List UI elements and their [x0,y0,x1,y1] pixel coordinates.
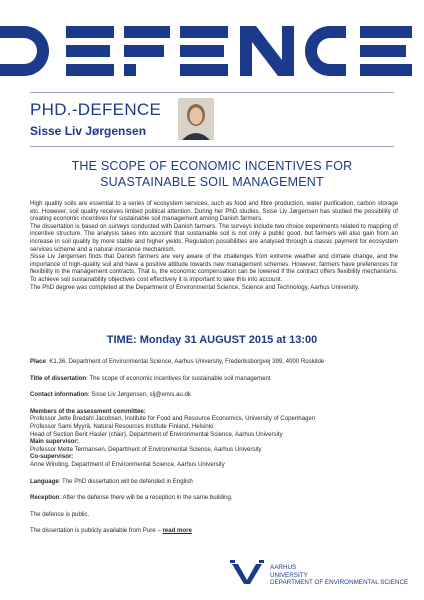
banner-letter-f-mid [124,45,164,57]
committee-member: Professor Jette Bredahl Jacobsen, Institute for Food and Resource Economics, University of Copenhagen [30,415,316,423]
banner-letter-f-stem [124,64,136,76]
place-label: Place [30,358,46,365]
place-line [30,358,394,366]
abstract-paragraph: The PhD degree was completed at the Department of Environmental Science, Science and Technology, Aarhus University. [30,283,360,291]
footer-line: AARHUS [270,564,297,571]
committee-block [30,408,394,469]
banner-letter-f-top [124,26,170,38]
contact-label: Contact information [30,391,88,399]
banner-letter-e-top [66,26,114,38]
banner-letter-e2-bottom [180,64,228,76]
banner-letter-n [240,26,294,76]
main-supervisor: Professor Mette Termansen, Department of Environmental Science, Aarhus University [30,445,262,453]
banner-letter-e3-top [360,26,412,38]
thesis-title-line1: THE SCOPE OF ECONOMIC INCENTIVES FOR [71,159,353,173]
defence-time: TIME: Monday 31 AUGUST 2015 at 13:00 [106,334,318,346]
abstract-paragraph: The dissertation is based on surveys conducted with Danish farmers. The surveys include two choice experiments related to mapping of incentive structure. The analysis takes into account that sustainable soil is not only a public good, but farmers will also gain from an increase in soil quality by more stable and higher yields. Regulation possibilities are analysed through a classic payment for ecosystem services scheme and a natural insurance mechanism. [30,222,398,253]
place-value: : K1.36, Department of Environmental Science, Aarhus University, Frederiksborgvej 399, 4000 Roskilde [45,358,325,365]
footer-line: UNIVERSITY [270,571,308,579]
candidate-name: Sisse Liv Jørgensen [30,124,147,138]
language-label: Language [30,477,59,485]
banner-letter-c [305,26,346,76]
title-value: : The scope of economic incentives for sustainable soil management [86,374,271,382]
banner-letter-e3-mid [360,45,406,57]
language-line [30,478,394,486]
header-divider [30,146,394,147]
defence-banner [0,20,424,82]
thesis-title [30,158,394,190]
banner-letter-e3-bottom [360,64,412,76]
aarhus-university-logo [230,560,264,586]
footer-institution [270,564,408,587]
availability-text: The dissertation is publicly available from Pure – [30,527,163,535]
page-title: PHD.-DEFENCE [30,100,162,119]
banner-letter-e-mid [66,45,110,57]
contact-value: : Sisse Liv Jørgensen, slj@envs.au.dk [87,391,191,399]
banner-letter-e2-mid [180,45,224,57]
committee-member: Professor Sami Myyrä, Natural Resources Institute Finland, Helsinki [30,422,214,430]
thesis-title-line2: SUASTAINABLE SOIL MANAGEMENT [100,175,324,189]
reception-value: : After the defense there will be a reception in the same building. [59,494,233,502]
banner-letter-d [0,26,49,76]
banner-letter-e2-top [180,26,228,38]
title-label: Title of dissertation [30,374,87,382]
banner-letter-e-bottom [66,64,114,76]
reception-label: Reception [30,494,60,502]
main-supervisor-label: Main supervisor: [30,438,79,446]
abstract [30,200,398,291]
abstract-paragraph: Sisse Liv Jørgensen finds that Danish farmers are very aware of the challenges from extreme weather and climate change, and the importance of high-quality soil and have a positive attitude towards new management schemes. However, farmers have preferences for flexibility in the management contracts. That is, the economic compensation can be lowered if the contract offers flexibility mechanisms. To achieve soil sustainability objectives cost effectively it is important to take this into account. [30,253,398,283]
read-more-link[interactable]: read more [162,527,192,535]
title-line [30,375,394,383]
co-supervisor: Anne Winding, Department of Environmental Science, Aarhus University [30,460,225,468]
public-note: The defence is public. [30,510,90,518]
top-divider [30,92,394,93]
availability-line [30,527,394,535]
language-value: : The PhD dissertation will be defended in English [58,477,193,485]
abstract-paragraph: High quality soils are essential to a series of ecosystem services, such as food and fibre production, water purification, carbon storage etc. However, soil quality receives limited political attention. During her PhD studies, Sisse Liv Jørgensen has studied the possibility of creating economic incentives for sustainable soil management among Danish farmers. [30,200,398,223]
candidate-photo [178,98,214,140]
committee-member: Head of Section Berit Hasler (chair), Department of Environmental Science, Aarhus University [30,430,283,438]
committee-label: Members of the assessment committee: [30,407,146,415]
details [30,358,394,544]
footer-line: DEPARTMENT OF ENVIRONMENTAL SCIENCE [270,579,409,586]
contact-line [30,391,394,399]
reception-line [30,494,394,502]
co-supervisor-label: Co-supervisor: [30,453,74,461]
